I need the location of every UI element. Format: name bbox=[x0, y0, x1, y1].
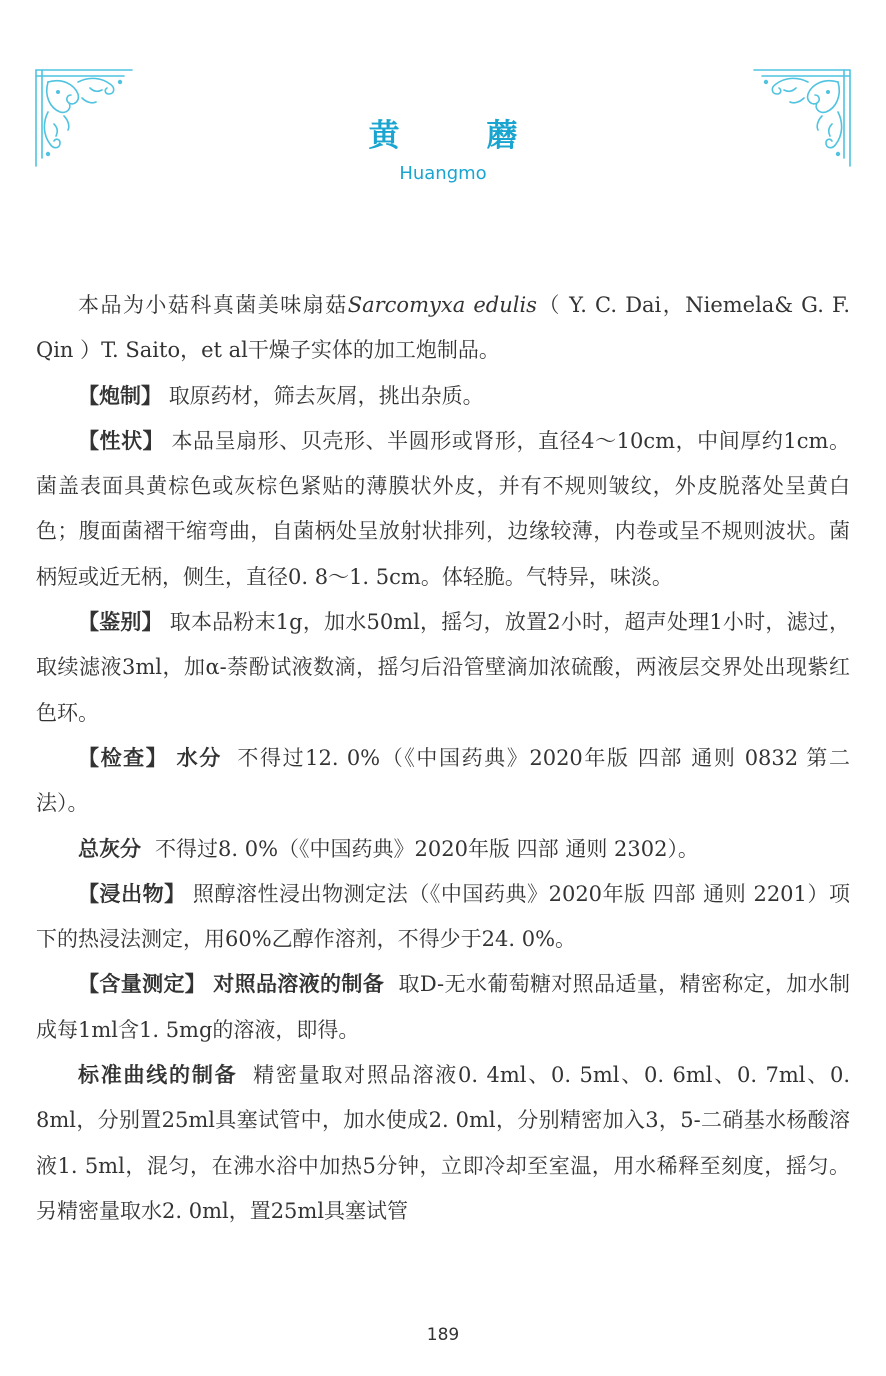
section-heading-paozhi: 【炮制】 bbox=[78, 383, 162, 408]
hanliang-text: 取D-无水葡萄糖对照品适量，精密称定，加水制成每1ml含1. 5mg的溶液，即得。 bbox=[36, 972, 851, 1042]
paozhi-text: 取原药材，筛去灰屑，挑出杂质。 bbox=[168, 383, 484, 408]
section-heading-jianbie: 【鉴别】 bbox=[78, 610, 163, 635]
jianbie-paragraph bbox=[36, 600, 850, 736]
section-heading-jiancha: 【检查】 bbox=[78, 745, 169, 770]
xingzhuang-paragraph bbox=[36, 419, 850, 600]
subheading-standard-curve: 标准曲线的制备 bbox=[78, 1063, 238, 1088]
zonghuifen-text: 不得过8. 0%（《中国药典》2020年版 四部 通则 2302）。 bbox=[155, 836, 699, 861]
biaozhun-paragraph bbox=[36, 1053, 850, 1234]
jiancha-text: 不得过12. 0%（《中国药典》2020年版 四部 通则 0832 第二法）。 bbox=[36, 745, 850, 816]
subheading-water: 水分 bbox=[176, 745, 222, 770]
latin-name: Sarcomyxa edulis bbox=[347, 293, 537, 317]
section-heading-hanliang: 【含量测定】 bbox=[78, 972, 207, 997]
jinchuwu-paragraph bbox=[36, 872, 850, 963]
subheading-total-ash: 总灰分 bbox=[78, 836, 141, 861]
section-heading-jinchuwu: 【浸出物】 bbox=[78, 881, 186, 906]
intro-text-2: （ Y. C. Dai，Niemela& G. F. Qin ）T. Saito，et al干燥子实体的加工炮制品。 bbox=[36, 293, 850, 363]
jianbie-text: 取本品粉末1g，加水50ml，摇匀，放置2小时，超声处理1小时，滤过，取续滤液3ml，加α-萘酚试液数滴，摇匀后沿管壁滴加浓硫酸，两液层交界处出现紫红色环。 bbox=[36, 610, 850, 725]
page-title: 黄 蘑 bbox=[368, 118, 546, 154]
zonghuifen-paragraph bbox=[36, 827, 850, 872]
xingzhuang-text: 本品呈扇形、贝壳形、半圆形或肾形，直径4～10cm，中间厚约1cm。菌盖表面具黄棕色或灰棕色紧贴的薄膜状外皮，并有不规则皱纹，外皮脱落处呈黄白色；腹面菌褶干缩弯曲，自菌柄处呈放射状排列，边缘较薄，内卷或呈不规则波状。菌柄短或近无柄，侧生，直径0. 8～1. 5cm。体轻脆。气特异，味淡。 bbox=[36, 428, 850, 589]
intro-paragraph bbox=[36, 283, 850, 374]
jiancha-paragraph bbox=[36, 736, 850, 827]
biaozhun-text: 精密量取对照品溶液0. 4ml、0. 5ml、0. 6ml、0. 7ml、0. 8ml，分别置25ml具塞试管中，加水使成2. 0ml，分别精密加入3，5-二硝基水杨酸溶液1. 5ml，混匀，在沸水浴中加热5分钟，立即冷却至室温，用水稀释至刻度，摇匀。另精密量取水2. 0ml，置25ml具塞试管 bbox=[36, 1063, 851, 1223]
subheading-reference-solution: 对照品溶液的制备 bbox=[213, 972, 385, 997]
section-heading-xingzhuang: 【性状】 bbox=[78, 428, 165, 453]
hanliang-paragraph bbox=[36, 962, 850, 1053]
page-subtitle: Huangmo bbox=[399, 163, 487, 184]
intro-text-1: 本品为小菇科真菌美味扇菇 bbox=[78, 293, 348, 317]
page-number: 189 bbox=[426, 1325, 460, 1345]
paozhi-paragraph bbox=[36, 374, 850, 419]
monograph-body bbox=[36, 283, 850, 1234]
jinchuwu-text: 照醇溶性浸出物测定法（《中国药典》2020年版 四部 通则 2201）项下的热浸法测定，用60%乙醇作溶剂，不得少于24. 0%。 bbox=[36, 881, 850, 952]
